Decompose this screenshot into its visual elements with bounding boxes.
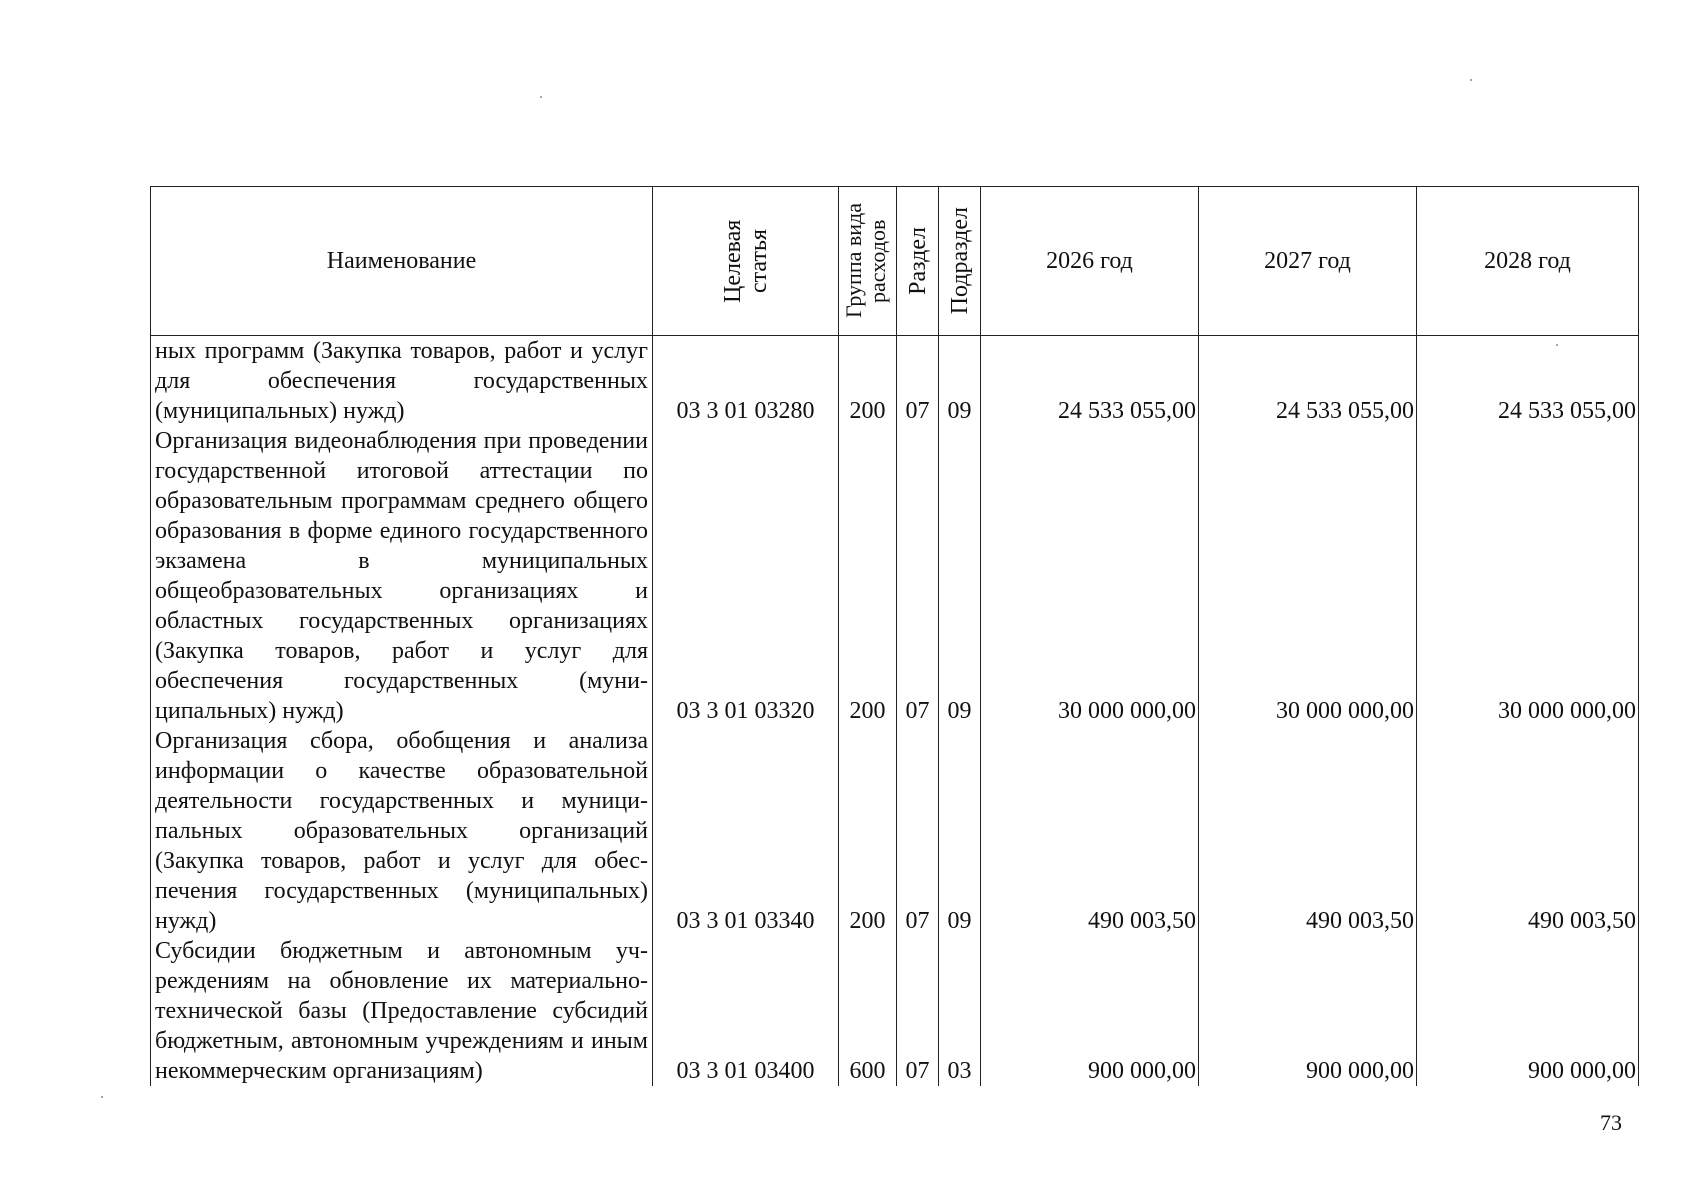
row-section: 07 [897, 726, 939, 936]
row-subsection: 09 [939, 426, 981, 726]
row-value-2026: 900 000,00 [981, 936, 1199, 1086]
row-expense-group: 200 [839, 726, 897, 936]
row-section: 07 [897, 936, 939, 1086]
row-section: 07 [897, 336, 939, 427]
row-target-article: 03 3 01 03340 [653, 726, 839, 936]
row-value-2026: 24 533 055,00 [981, 336, 1199, 427]
header-year-2028: 2028 год [1417, 187, 1639, 336]
table-row [151, 426, 1639, 726]
row-name: Организация сбора, обобщения и анализа информации о качестве образовательной деятельности государственных и муниципальных образовательных организаций (Закупка товаров, работ и услуг для обеспечения государственных (муниципальных) нужд) [151, 726, 653, 936]
scan-speck [1470, 79, 1472, 81]
header-target-article [653, 187, 839, 336]
row-value-2027: 900 000,00 [1199, 936, 1417, 1086]
row-expense-group: 200 [839, 426, 897, 726]
table-row [151, 726, 1639, 936]
budget-table [150, 186, 1639, 1086]
header-expense-group-label: Группа вида расходов [840, 203, 890, 319]
row-section: 07 [897, 426, 939, 726]
row-value-2026: 30 000 000,00 [981, 426, 1199, 726]
row-target-article: 03 3 01 03320 [653, 426, 839, 726]
row-target-article: 03 3 01 03280 [653, 336, 839, 427]
scan-speck [101, 1096, 103, 1098]
header-name: Наименование [151, 187, 653, 336]
row-subsection: 03 [939, 936, 981, 1086]
header-subsection-label: Подраздел [946, 207, 973, 315]
row-expense-group: 200 [839, 336, 897, 427]
header-subsection [939, 187, 981, 336]
row-target-article: 03 3 01 03400 [653, 936, 839, 1086]
header-year-2026: 2026 год [981, 187, 1199, 336]
header-section [897, 187, 939, 336]
row-value-2027: 30 000 000,00 [1199, 426, 1417, 726]
row-value-2027: 490 003,50 [1199, 726, 1417, 936]
row-expense-group: 600 [839, 936, 897, 1086]
table-row [151, 936, 1639, 1086]
row-value-2028: 900 000,00 [1417, 936, 1639, 1086]
row-value-2027: 24 533 055,00 [1199, 336, 1417, 427]
header-expense-group [839, 187, 897, 336]
table-header-row [151, 187, 1639, 336]
scan-speck [540, 96, 542, 98]
row-value-2028: 490 003,50 [1417, 726, 1639, 936]
row-name: Субсидии бюджетным и автономным учреждениям на обновление их материально-технической базы (Предоставление субсидий бюджетным, автономным учреждениям и иным некоммерческим организациям) [151, 936, 653, 1086]
table-row [151, 336, 1639, 427]
header-year-2027: 2027 год [1199, 187, 1417, 336]
row-name: Организация видеонаблюдения при проведении государственной итоговой аттестации по образовательным программам среднего общего образования в форме единого государственного экзамена в муниципальных общеобразовательных организациях и областных государственных организациях (Закупка товаров, работ и услуг для обеспечения государственных (муниципальных) нужд) [151, 426, 653, 726]
page-number: 73 [1600, 1110, 1622, 1135]
row-value-2026: 490 003,50 [981, 726, 1199, 936]
row-subsection: 09 [939, 726, 981, 936]
row-name: ных программ (Закупка товаров, работ и услуг для обеспечения государственных (муниципальных) нужд) [151, 336, 653, 427]
row-subsection: 09 [939, 336, 981, 427]
row-value-2028: 30 000 000,00 [1417, 426, 1639, 726]
header-section-label: Раздел [904, 227, 931, 295]
row-value-2028: 24 533 055,00 [1417, 336, 1639, 427]
header-target-article-label: Целевая статья [719, 219, 772, 303]
